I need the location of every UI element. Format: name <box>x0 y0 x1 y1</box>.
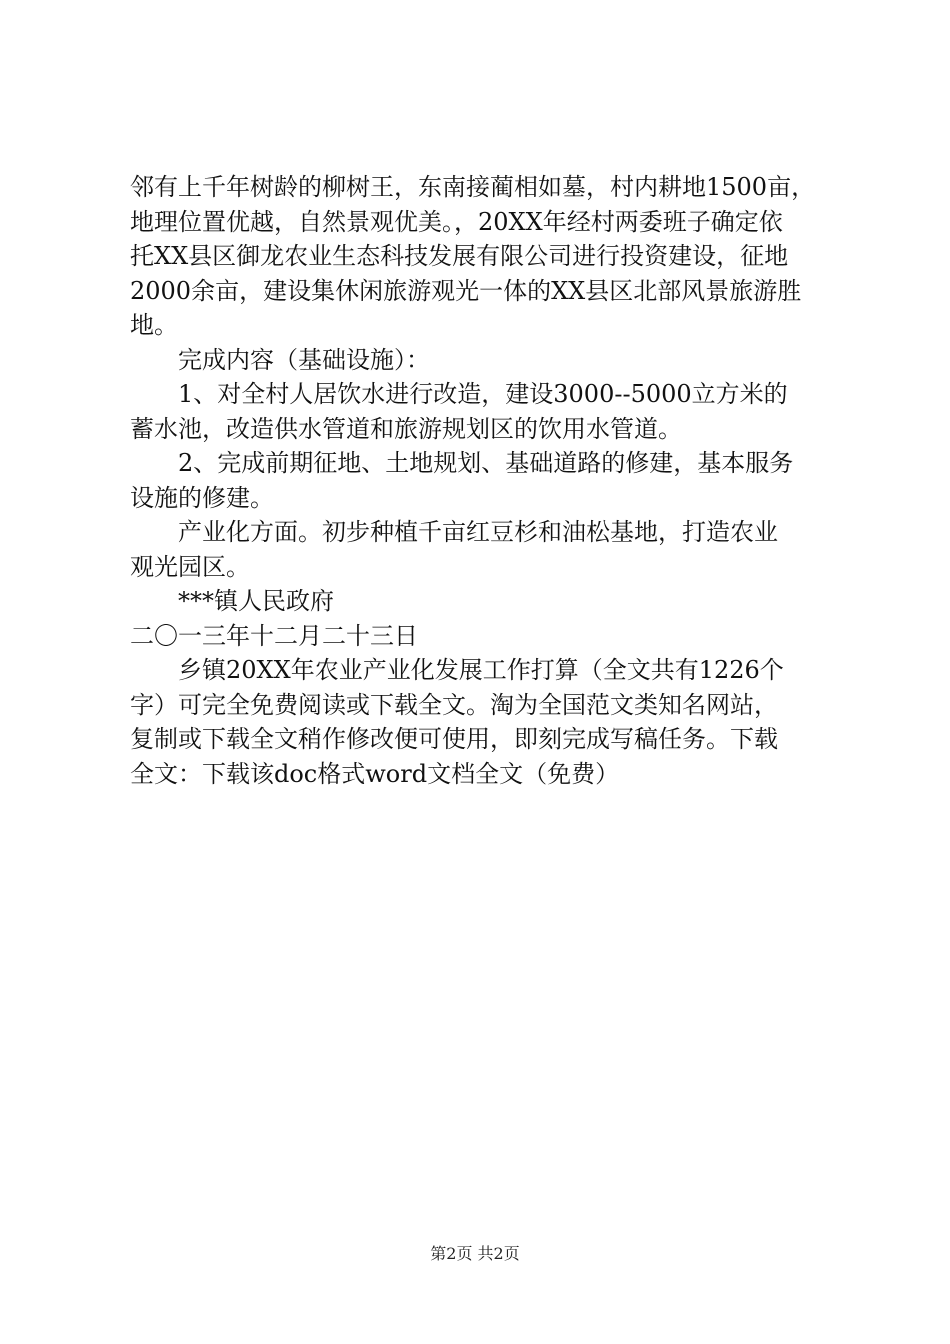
text-line: 全文：下载该doc格式word文档全文（免费） <box>130 759 620 788</box>
text-line: 字）可完全免费阅读或下载全文。淘为全国范文类知名网站， <box>130 690 778 719</box>
text-line: 2、完成前期征地、土地规划、基础道路的修建，基本服务 <box>178 449 794 477</box>
page-footer: 第2页 共2页 <box>430 1244 520 1263</box>
text-line: 产业化方面。初步种植千亩红豆杉和油松基地，打造农业 <box>178 518 778 546</box>
text-line: 托XX县区御龙农业生态科技发展有限公司进行投资建设，征地 <box>130 242 789 270</box>
text-line: 1、对全村人居饮水进行改造，建设3000--5000立方米的 <box>178 380 788 408</box>
text-line: 设施的修建。 <box>130 483 274 512</box>
text-line: 复制或下载全文稍作修改便可使用，即刻完成写稿任务。下载 <box>130 725 778 753</box>
text-line: 观光园区。 <box>130 552 250 581</box>
text-line: 邻有上千年树龄的柳树王，东南接蔺相如墓，村内耕地1500亩， <box>130 173 816 201</box>
text-line: 2000余亩，建设集休闲旅游观光一体的XX县区北部风景旅游胜 <box>130 276 802 305</box>
text-line: 乡镇20XX年农业产业化发展工作打算（全文共有1226个 <box>178 656 784 684</box>
text-line: 地理位置优越，自然景观优美。，20XX年经村两委班子确定依 <box>130 207 783 236</box>
text-line: 地。 <box>130 311 178 339</box>
text-line: ***镇人民政府 <box>178 587 334 615</box>
text-line: 二〇一三年十二月二十三日 <box>130 621 418 650</box>
text-line: 完成内容（基础设施）： <box>178 345 430 374</box>
text-line: 蓄水池，改造供水管道和旅游规划区的饮用水管道。 <box>130 414 682 443</box>
document-body <box>130 170 830 791</box>
